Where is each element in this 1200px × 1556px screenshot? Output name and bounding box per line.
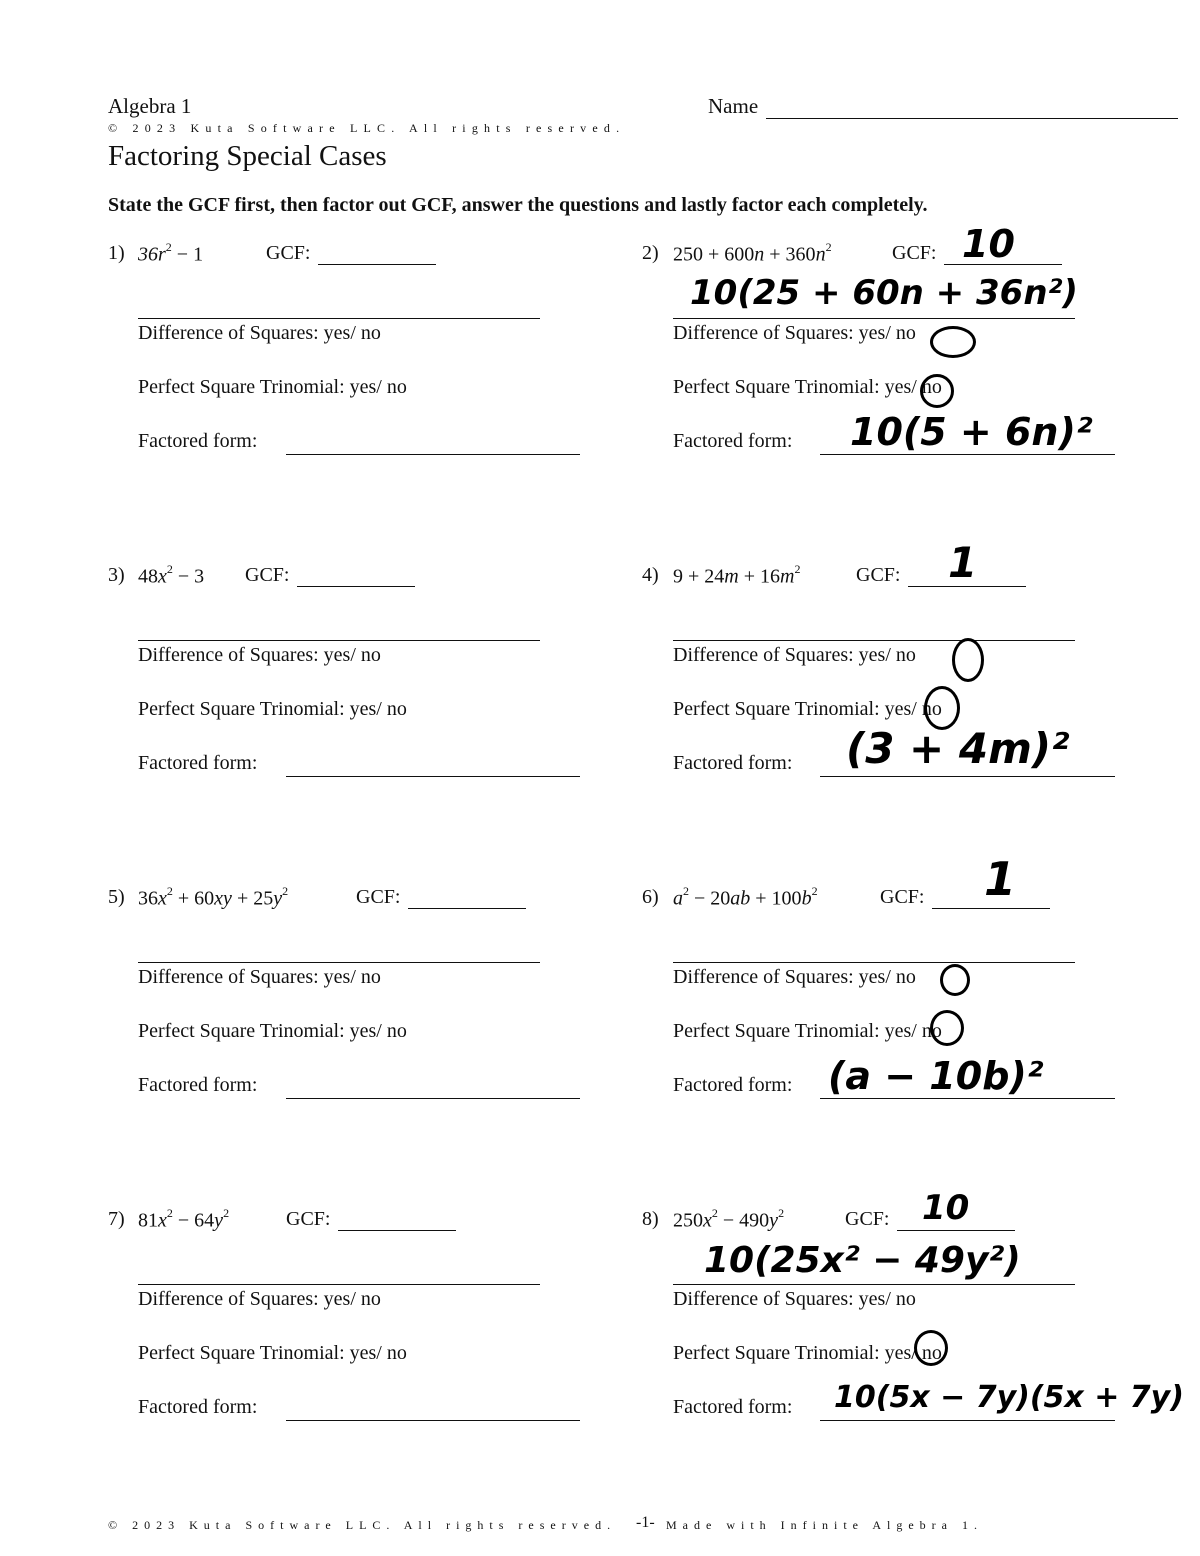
circled-answer-yes — [930, 1010, 964, 1046]
difference-of-squares-question: Difference of Squares: yes/ no — [138, 322, 381, 344]
gcf-label: GCF: — [266, 242, 311, 264]
gcf-label: GCF: — [880, 886, 925, 908]
handwritten-factored-form: 10(5x − 7y)(5x + 7y) — [834, 1380, 1184, 1415]
factor-out-line[interactable] — [138, 318, 540, 319]
perfect-square-trinomial-question: Perfect Square Trinomial: yes/ no — [673, 376, 942, 398]
perfect-square-trinomial-question: Perfect Square Trinomial: yes/ no — [138, 1020, 407, 1042]
factor-out-line[interactable] — [673, 318, 1075, 319]
difference-of-squares-question: Difference of Squares: yes/ no — [673, 1288, 916, 1310]
circled-answer-yes — [920, 374, 954, 408]
handwritten-factored-form: (3 + 4m)² — [846, 724, 1070, 773]
factored-form-line[interactable] — [286, 776, 580, 777]
perfect-square-trinomial-question: Perfect Square Trinomial: yes/ no — [138, 376, 407, 398]
difference-of-squares-question: Difference of Squares: yes/ no — [138, 644, 381, 666]
gcf-label: GCF: — [845, 1208, 890, 1230]
footer-right-text: Made with Infinite Algebra 1. — [666, 1518, 983, 1532]
circled-answer-no — [930, 326, 976, 358]
footer-copyright — [108, 1518, 983, 1533]
problem-number: 1) — [108, 242, 125, 264]
factored-form-label: Factored form: — [673, 1074, 793, 1096]
gcf-label: GCF: — [286, 1208, 331, 1230]
circled-answer-no — [914, 1330, 948, 1366]
problem-number: 8) — [642, 1208, 659, 1230]
instructions: State the GCF first, then factor out GCF, answer the questions and lastly factor each completely. — [108, 194, 928, 216]
difference-of-squares-question: Difference of Squares: yes/ no — [673, 644, 916, 666]
gcf-answer-line[interactable] — [297, 586, 415, 587]
factored-form-label: Factored form: — [138, 752, 258, 774]
handwritten-gcf: 1 — [948, 538, 978, 587]
gcf-answer-line[interactable] — [932, 908, 1050, 909]
name-field-line[interactable] — [766, 118, 1178, 119]
problem-expression: $81x^2 - 64y^2$ — [138, 1206, 230, 1232]
factor-out-line[interactable] — [138, 640, 540, 641]
gcf-answer-line[interactable] — [338, 1230, 456, 1231]
difference-of-squares-question: Difference of Squares: yes/ no — [673, 322, 916, 344]
factored-form-line[interactable] — [820, 1098, 1115, 1099]
name-label: Name — [708, 94, 759, 118]
handwritten-gcf: 10 — [962, 222, 1015, 266]
gcf-label: GCF: — [356, 886, 401, 908]
difference-of-squares-question: Difference of Squares: yes/ no — [138, 966, 381, 988]
handwritten-gcf: 10 — [922, 1188, 970, 1228]
factored-form-line[interactable] — [286, 1420, 580, 1421]
factored-form-label: Factored form: — [673, 1396, 793, 1418]
gcf-label: GCF: — [892, 242, 937, 264]
factored-form-label: Factored form: — [138, 1074, 258, 1096]
problem-expression: $a^2 - 20ab + 100b^2$ — [673, 884, 818, 910]
copyright-notice: © 2023 Kuta Software LLC. All rights reserved. — [108, 121, 626, 135]
factored-form-label: Factored form: — [673, 430, 793, 452]
gcf-answer-line[interactable] — [408, 908, 526, 909]
difference-of-squares-question: Difference of Squares: yes/ no — [673, 966, 916, 988]
problem-expression: $250 + 600n + 360n^2$ — [673, 240, 832, 266]
gcf-label: GCF: — [245, 564, 290, 586]
worksheet-title: Factoring Special Cases — [108, 140, 387, 172]
problem-number: 4) — [642, 564, 659, 586]
problem-expression: $250x^2 - 490y^2$ — [673, 1206, 785, 1232]
problem-expression: $9 + 24m + 16m^2$ — [673, 562, 801, 588]
gcf-label: GCF: — [856, 564, 901, 586]
handwritten-factor-out: 10(25 + 60n + 36n²) — [690, 273, 1078, 313]
factor-out-line[interactable] — [138, 1284, 540, 1285]
gcf-answer-line[interactable] — [897, 1230, 1015, 1231]
problem-expression: $36r^2 - 1$ — [138, 240, 204, 266]
perfect-square-trinomial-question: Perfect Square Trinomial: yes/ no — [673, 698, 942, 720]
handwritten-factored-form: 10(5 + 6n)² — [850, 410, 1093, 454]
factor-out-line[interactable] — [673, 1284, 1075, 1285]
problem-number: 5) — [108, 886, 125, 908]
circled-answer-no — [940, 964, 970, 996]
problem-expression: $48x^2 - 3$ — [138, 562, 205, 588]
factor-out-line[interactable] — [673, 640, 1075, 641]
course-name: Algebra 1 — [108, 94, 192, 118]
factored-form-line[interactable] — [820, 776, 1115, 777]
difference-of-squares-question: Difference of Squares: yes/ no — [138, 1288, 381, 1310]
factored-form-label: Factored form: — [138, 1396, 258, 1418]
factored-form-line[interactable] — [286, 1098, 580, 1099]
factored-form-line[interactable] — [820, 454, 1115, 455]
factored-form-label: Factored form: — [138, 430, 258, 452]
problem-number: 3) — [108, 564, 125, 586]
footer-left-text: © 2023 Kuta Software LLC. All rights reserved. — [108, 1518, 617, 1532]
problem-number: 2) — [642, 242, 659, 264]
circled-answer-no — [952, 638, 984, 682]
handwritten-factor-out: 10(25x² − 49y²) — [704, 1240, 1021, 1281]
factored-form-line[interactable] — [820, 1420, 1115, 1421]
gcf-answer-line[interactable] — [318, 264, 436, 265]
factor-out-line[interactable] — [138, 962, 540, 963]
factor-out-line[interactable] — [673, 962, 1075, 963]
perfect-square-trinomial-question: Perfect Square Trinomial: yes/ no — [138, 698, 407, 720]
factored-form-label: Factored form: — [673, 752, 793, 774]
problem-number: 6) — [642, 886, 659, 908]
perfect-square-trinomial-question: Perfect Square Trinomial: yes/ no — [673, 1342, 942, 1364]
handwritten-gcf: 1 — [984, 852, 1017, 906]
problem-number: 7) — [108, 1208, 125, 1230]
problem-expression: $36x^2 + 60xy + 25y^2$ — [138, 884, 289, 910]
handwritten-factored-form: (a − 10b)² — [828, 1054, 1044, 1098]
perfect-square-trinomial-question: Perfect Square Trinomial: yes/ no — [673, 1020, 942, 1042]
page-number: -1- — [636, 1514, 655, 1531]
perfect-square-trinomial-question: Perfect Square Trinomial: yes/ no — [138, 1342, 407, 1364]
factored-form-line[interactable] — [286, 454, 580, 455]
